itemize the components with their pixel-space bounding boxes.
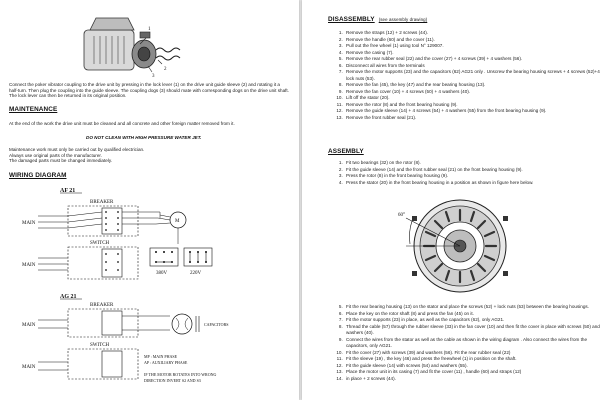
left-page: [0, 0, 299, 400]
list-item: 3. Pull out the free wheel (1) using tool N° 129007.: [344, 43, 600, 50]
list-item: 12. Fit the guide sleeve (14) with screws (54) and washers (55).: [344, 363, 600, 370]
capacitors-label: CAPACITORS: [204, 322, 229, 327]
maintenance-text: At the end of the work the drive unit must be cleaned and all concrete and other foreign matter removed from it.: [9, 121, 235, 126]
rotation-note-line2: DIRECTION INVERT S2 AND S3: [144, 378, 201, 383]
list-item: 13. Remove the front rubber seal (21).: [344, 115, 600, 122]
assembly-steps: [328, 160, 600, 186]
list-item: 6. Disconnect all wires from the terminals: [344, 63, 600, 70]
note-line: Always use original parts of the manufacturer.: [9, 152, 102, 158]
list-item: 12. Remove the guide sleeve (14) + 4 screws (54) + 4 washers (55) from the front bearing housing (9).: [344, 108, 600, 115]
disassembly-subtitle: (see assembly drawing): [378, 17, 428, 22]
list-item: 10. Fit the cover (27) with screws (39) and washers (56). Fit the rear rubber seal (22): [344, 350, 600, 357]
angle-label: 60°: [398, 213, 405, 218]
note-line: Maintenance work must only be carried out by qualified electrician.: [9, 147, 145, 152]
wiring-diagram: [20, 184, 270, 394]
list-item: 10. Lift off the stator (20).: [344, 95, 600, 102]
disassembly-steps: [328, 30, 600, 121]
callout-3: 3: [152, 74, 155, 78]
main-label: MAIN: [22, 263, 36, 268]
ag21-title: AG 21: [60, 294, 77, 300]
disassembly-heading: [328, 16, 427, 23]
legend-main-phase: MP : MAIN PHASE: [144, 354, 178, 359]
list-item: 9. Connect the wires from the stator as well as the cable as shown in the wiring diagram . Also connect the wires from the capacitors, only AG21.: [344, 337, 600, 350]
list-item: 5. Remove the rear rubber seal (22) and the cover (27) + 4 screws (39) + 4 washers (56).: [344, 56, 600, 63]
list-item: 4. Press the stator (20) in the front bearing housing in a position as shown in figure here below.: [344, 180, 600, 187]
voltage-220-label: 220V: [190, 271, 202, 276]
list-item: 7. Remove the motor supports (23) and the capacitors (62) AG21 only . Unscrew the bearing housing screws + 4 screws (52)+4 lock nuts (53).: [344, 69, 600, 82]
list-item: 11. Remove the rotor (8) and the front bearing housing (9).: [344, 102, 600, 109]
callout-1: 1: [148, 27, 151, 32]
switch-label: SWITCH: [90, 343, 110, 348]
main-label: MAIN: [22, 365, 36, 370]
list-item: 7. Fit the motor supports (23) in place, as well as the capacitors (62), only AG21.: [344, 317, 600, 324]
maintenance-notes: [9, 147, 289, 164]
wiring-diagram-heading: WIRING DIAGRAM: [9, 172, 67, 179]
list-item: 9. Remove the fan cover (10) + 4 screws (50) + 4 washers (40).: [344, 89, 600, 96]
stator-figure: [398, 194, 518, 298]
list-item: 2. Fit the guide sleeve (14) and the front rubber seal (21) on the front bearing housing (9).: [344, 167, 600, 174]
main-label: MAIN: [22, 323, 36, 328]
legend-aux-phase: AP : AUXILIARY PHASE: [144, 360, 188, 365]
breaker-label: BREAKER: [90, 303, 114, 308]
assembly-heading: ASSEMBLY: [328, 148, 364, 155]
list-item: 4. Remove the casing (7).: [344, 50, 600, 57]
right-page: [302, 0, 600, 400]
list-item: 2. Remove the handle (60) and the cover (11).: [344, 37, 600, 44]
rotation-note-line1: IF THE MOTOR ROTATES INTO WRONG: [144, 372, 217, 377]
coupling-instructions: Connect the poker vibrator coupling to the drive unit by pressing in the lock lever (1) on the drive unit guide sleeve (2) and rotating it a half-turn. Then plug the coupling into the guide sleeve. The coupling dogs (3) should mate with corresponding dogs on the drive unit shaft. The lock lever can then be returned in its original position.: [9, 82, 289, 99]
list-item: 3. Press the rotor (8) in the front bearing housing (9).: [344, 173, 600, 180]
maintenance-heading: MAINTENANCE: [9, 106, 58, 113]
list-item: 1. Fit two bearings (32) on the rotor (8).: [344, 160, 600, 167]
list-item: 14. in place + 2 screws (44).: [344, 376, 600, 383]
warning-text: DO NOT CLEAN WITH HIGH PRESSURE WATER JET.: [86, 135, 202, 140]
callout-2: 2: [164, 67, 167, 72]
list-item: 11. Fit the sleeve (19) , the key (46) and press the freewheel (1) in position on the shaft.: [344, 356, 600, 363]
voltage-380-label: 380V: [156, 271, 168, 276]
list-item: 5. Fit the rear bearing housing (13) on the stator and place the screws (52) + lock nuts (53) between the bearing housings.: [344, 304, 600, 311]
drive-unit-illustration: [82, 14, 192, 78]
note-line: The damaged parts must be changed immediately.: [9, 158, 113, 164]
motor-label: M: [175, 219, 180, 224]
list-item: 8. Thread the cable (57) through the rubber sleeve (33) in the fan cover (10) and then fit the cover in place with screws (50) and washers (40).: [344, 324, 600, 337]
breaker-label: BREAKER: [90, 200, 114, 205]
list-item: 6. Place the key on the rotor shaft (8) and press the fan (45) on it.: [344, 311, 600, 318]
list-item: 13. Place the motor unit in its casing (7) and fit the cover (11) , handle (60) and straps (12): [344, 369, 600, 376]
list-item: 1. Remove the straps (12) + 2 screws (44).: [344, 30, 600, 37]
main-label: MAIN: [22, 221, 36, 226]
list-item: 8. Remove the fan (45), the key (47) and the rear bearing housing (13).: [344, 82, 600, 89]
disassembly-title: DISASSEMBLY: [328, 16, 375, 23]
switch-label: SWITCH: [90, 241, 110, 246]
assembly-steps-continued: [328, 304, 600, 382]
af21-title: AF 21: [60, 188, 76, 194]
